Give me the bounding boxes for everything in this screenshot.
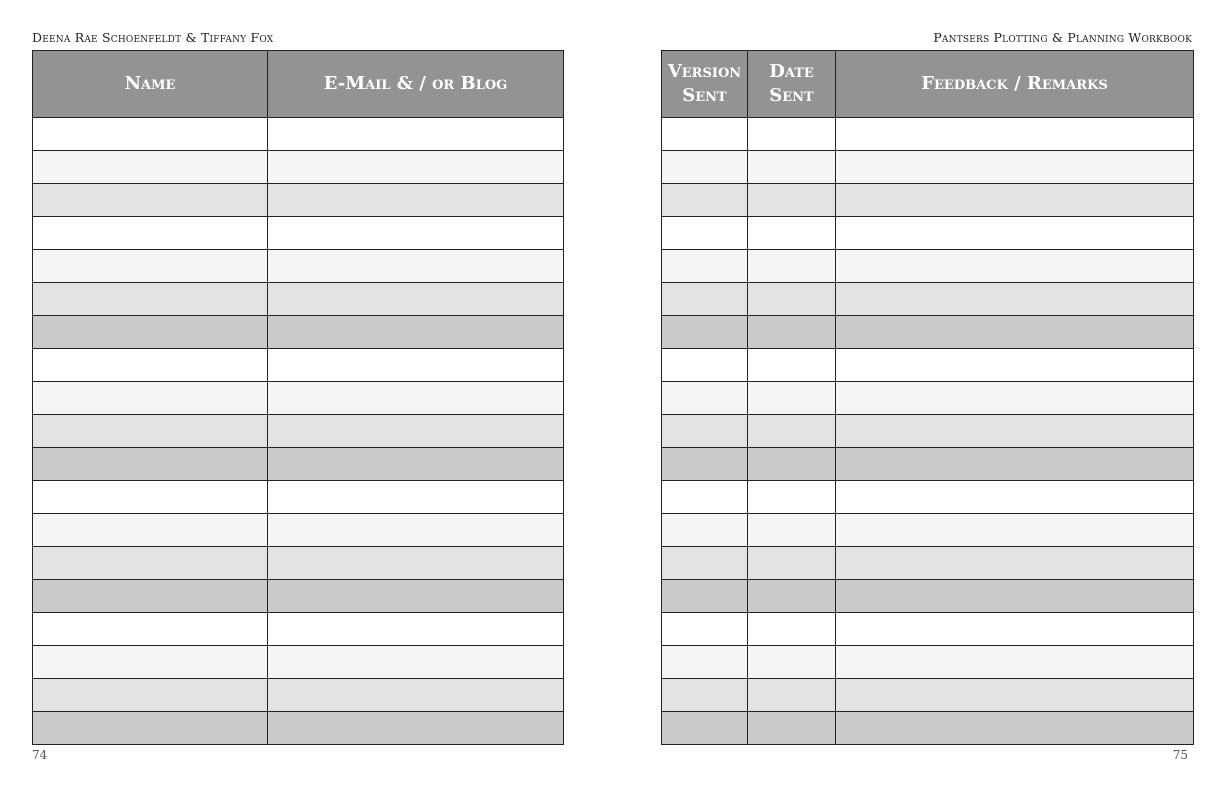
contact-log-body <box>33 118 564 745</box>
blank-cell <box>836 382 1194 415</box>
blank-cell <box>662 151 748 184</box>
blank-cell <box>33 118 268 151</box>
blank-cell <box>836 151 1194 184</box>
table-row <box>662 580 1194 613</box>
table-row <box>662 514 1194 547</box>
table-row <box>33 217 564 250</box>
table-row <box>33 481 564 514</box>
blank-cell <box>662 448 748 481</box>
table-row <box>33 184 564 217</box>
contact-log-table <box>32 50 564 745</box>
blank-cell <box>836 283 1194 316</box>
table-row <box>662 679 1194 712</box>
table-row <box>33 316 564 349</box>
blank-cell <box>268 712 564 745</box>
blank-cell <box>748 580 836 613</box>
table-row <box>662 184 1194 217</box>
blank-cell <box>662 646 748 679</box>
table-row <box>33 712 564 745</box>
table-row <box>662 712 1194 745</box>
table-row <box>662 151 1194 184</box>
table-row <box>662 481 1194 514</box>
table-row <box>33 580 564 613</box>
blank-cell <box>836 481 1194 514</box>
table-row <box>33 151 564 184</box>
blank-cell <box>662 316 748 349</box>
blank-cell <box>836 679 1194 712</box>
table-row <box>662 217 1194 250</box>
blank-cell <box>662 382 748 415</box>
table-row <box>662 283 1194 316</box>
blank-cell <box>748 217 836 250</box>
blank-cell <box>662 250 748 283</box>
blank-cell <box>268 316 564 349</box>
page-number-right: 75 <box>1172 748 1188 762</box>
table-row <box>33 118 564 151</box>
contact-log-header-row <box>33 51 564 118</box>
blank-cell <box>836 646 1194 679</box>
left-running-head: Deena Rae Schoenfeldt & Tiffany Fox <box>32 30 274 45</box>
blank-cell <box>33 316 268 349</box>
blank-cell <box>748 646 836 679</box>
blank-cell <box>662 613 748 646</box>
page-number-left: 74 <box>32 748 48 762</box>
blank-cell <box>662 481 748 514</box>
blank-cell <box>33 547 268 580</box>
blank-cell <box>748 151 836 184</box>
table-row <box>662 316 1194 349</box>
blank-cell <box>33 613 268 646</box>
table-row <box>33 250 564 283</box>
blank-cell <box>748 448 836 481</box>
blank-cell <box>836 415 1194 448</box>
table-row <box>662 349 1194 382</box>
column-header-email-blog: E-Mail & / or Blog <box>268 51 564 118</box>
feedback-log-table <box>661 50 1194 745</box>
table-row <box>33 415 564 448</box>
table-row <box>33 646 564 679</box>
blank-cell <box>33 283 268 316</box>
blank-cell <box>268 547 564 580</box>
table-row <box>33 514 564 547</box>
blank-cell <box>268 514 564 547</box>
blank-cell <box>268 217 564 250</box>
table-row <box>33 448 564 481</box>
table-row <box>662 415 1194 448</box>
blank-cell <box>268 184 564 217</box>
blank-cell <box>662 514 748 547</box>
blank-cell <box>748 250 836 283</box>
blank-cell <box>836 118 1194 151</box>
blank-cell <box>33 481 268 514</box>
table-row <box>662 250 1194 283</box>
blank-cell <box>268 613 564 646</box>
blank-cell <box>748 547 836 580</box>
table-row <box>33 382 564 415</box>
blank-cell <box>268 415 564 448</box>
blank-cell <box>268 349 564 382</box>
blank-cell <box>836 448 1194 481</box>
blank-cell <box>33 184 268 217</box>
blank-cell <box>268 382 564 415</box>
table-row <box>662 448 1194 481</box>
table-row <box>33 283 564 316</box>
blank-cell <box>33 448 268 481</box>
blank-cell <box>33 250 268 283</box>
blank-cell <box>268 448 564 481</box>
blank-cell <box>836 250 1194 283</box>
blank-cell <box>33 514 268 547</box>
blank-cell <box>748 514 836 547</box>
column-header-version-sent: Version Sent <box>662 51 748 118</box>
blank-cell <box>268 580 564 613</box>
blank-cell <box>33 382 268 415</box>
table-row <box>33 679 564 712</box>
table-row <box>662 646 1194 679</box>
blank-cell <box>662 712 748 745</box>
blank-cell <box>268 118 564 151</box>
table-row <box>33 613 564 646</box>
blank-cell <box>836 613 1194 646</box>
blank-cell <box>268 646 564 679</box>
blank-cell <box>33 646 268 679</box>
blank-cell <box>662 118 748 151</box>
right-running-head: Pantsers Plotting & Planning Workbook <box>933 30 1192 45</box>
blank-cell <box>748 316 836 349</box>
blank-cell <box>662 547 748 580</box>
blank-cell <box>748 349 836 382</box>
table-row <box>662 547 1194 580</box>
blank-cell <box>662 415 748 448</box>
column-header-feedback-remarks: Feedback / Remarks <box>836 51 1194 118</box>
blank-cell <box>33 712 268 745</box>
blank-cell <box>748 679 836 712</box>
table-row <box>33 547 564 580</box>
table-row <box>662 382 1194 415</box>
blank-cell <box>662 349 748 382</box>
blank-cell <box>836 580 1194 613</box>
blank-cell <box>836 712 1194 745</box>
blank-cell <box>748 481 836 514</box>
blank-cell <box>33 679 268 712</box>
blank-cell <box>748 118 836 151</box>
blank-cell <box>268 151 564 184</box>
blank-cell <box>33 151 268 184</box>
blank-cell <box>662 679 748 712</box>
blank-cell <box>836 184 1194 217</box>
blank-cell <box>836 316 1194 349</box>
feedback-log-body <box>662 118 1194 745</box>
blank-cell <box>33 580 268 613</box>
blank-cell <box>748 712 836 745</box>
blank-cell <box>662 217 748 250</box>
column-header-date-sent: Date Sent <box>748 51 836 118</box>
blank-cell <box>836 547 1194 580</box>
blank-cell <box>33 349 268 382</box>
table-row <box>33 349 564 382</box>
blank-cell <box>836 349 1194 382</box>
blank-cell <box>662 283 748 316</box>
blank-cell <box>748 382 836 415</box>
feedback-log-header-row <box>662 51 1194 118</box>
blank-cell <box>836 514 1194 547</box>
blank-cell <box>748 283 836 316</box>
column-header-name: Name <box>33 51 268 118</box>
blank-cell <box>836 217 1194 250</box>
blank-cell <box>268 250 564 283</box>
blank-cell <box>268 679 564 712</box>
blank-cell <box>33 415 268 448</box>
blank-cell <box>748 613 836 646</box>
blank-cell <box>268 283 564 316</box>
blank-cell <box>33 217 268 250</box>
blank-cell <box>748 415 836 448</box>
table-row <box>662 613 1194 646</box>
blank-cell <box>268 481 564 514</box>
table-row <box>662 118 1194 151</box>
blank-cell <box>748 184 836 217</box>
blank-cell <box>662 580 748 613</box>
blank-cell <box>662 184 748 217</box>
